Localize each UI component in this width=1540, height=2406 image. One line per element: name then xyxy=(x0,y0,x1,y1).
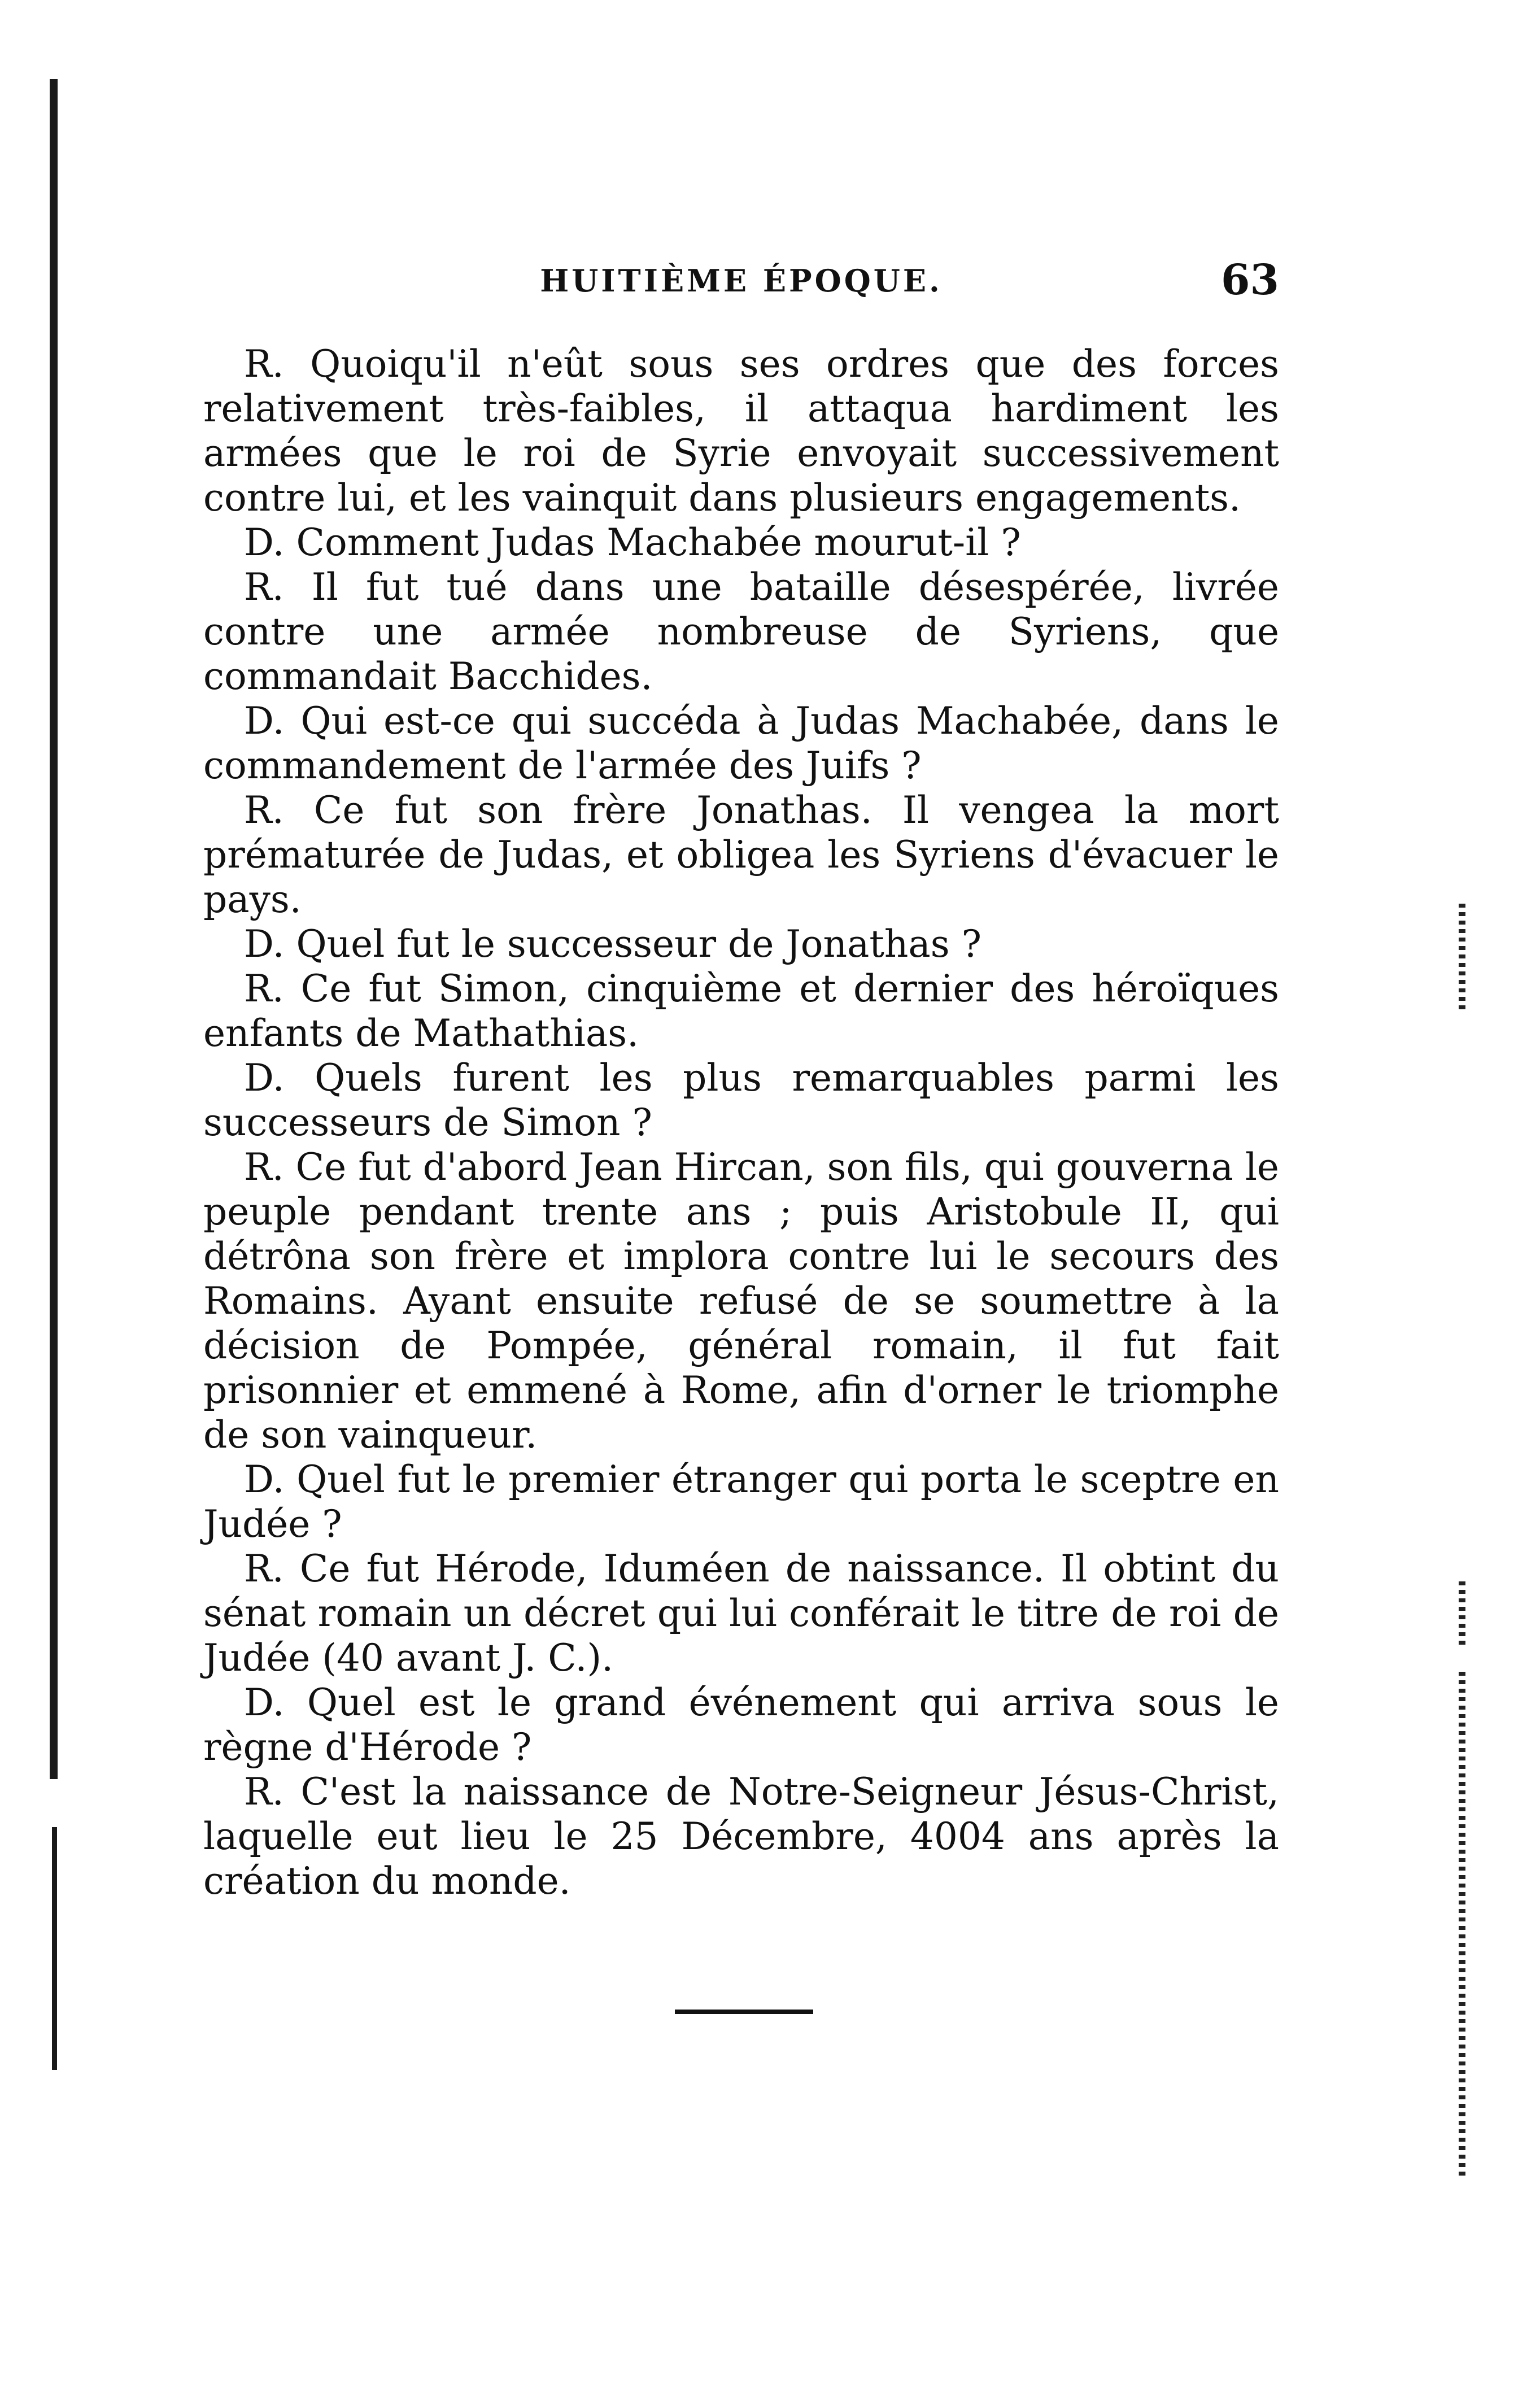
question-paragraph: D. Quel fut le premier étranger qui porta le sceptre en Judée ? xyxy=(203,1458,1279,1546)
answer-paragraph: R. Ce fut d'abord Jean Hircan, son fils, qui gouverna le peuple pendant trente ans ; puis Aristobule II, qui détrôna son frère et implora contre lui le secours des Romains. Ayant ensuite refusé de se soumettre à la décision de Pompée, général romain, il fut fait prisonnier et emmené à Rome, afin d'orner le triomphe de son vainqueur. xyxy=(203,1145,1279,1457)
page-number: 63 xyxy=(1221,256,1279,304)
question-paragraph: D. Quels furent les plus remarquables parmi les successeurs de Simon ? xyxy=(203,1056,1279,1144)
binding-edge-rule xyxy=(50,79,58,1779)
question-paragraph: D. Qui est-ce qui succéda à Judas Machabée, dans le commandement de l'armée des Juifs ? xyxy=(203,699,1279,787)
running-head: HUITIÈME ÉPOQUE. xyxy=(540,263,943,299)
bleed-through-mark xyxy=(1459,1672,1465,2180)
answer-paragraph: R. Quoiqu'il n'eût sous ses ordres que des forces relativement très-faibles, il attaqua hardiment les armées que le roi de Syrie envoyait successivement contre lui, et les vainquit dans plusieurs engagements. xyxy=(203,342,1279,520)
bleed-through-mark xyxy=(1459,1581,1465,1649)
answer-paragraph: R. Ce fut Simon, cinquième et dernier des héroïques enfants de Mathathias. xyxy=(203,967,1279,1055)
question-paragraph: D. Quel est le grand événement qui arriva sous le règne d'Hérode ? xyxy=(203,1681,1279,1769)
page-header xyxy=(203,251,1279,313)
answer-paragraph: R. C'est la naissance de Notre-Seigneur Jésus-Christ, laquelle eut lieu le 25 Décembre, 4004 ans après la création du monde. xyxy=(203,1770,1279,1903)
end-of-section-rule xyxy=(675,2010,813,2014)
binding-edge-rule-lower xyxy=(52,1827,57,2070)
answer-paragraph: R. Il fut tué dans une bataille désespérée, livrée contre une armée nombreuse de Syriens, que commandait Bacchides. xyxy=(203,565,1279,698)
bleed-through-mark xyxy=(1459,904,1465,1011)
question-paragraph: D. Comment Judas Machabée mourut-il ? xyxy=(244,521,1021,564)
question-paragraph: D. Quel fut le successeur de Jonathas ? xyxy=(244,922,982,966)
text-body xyxy=(203,342,1279,1903)
answer-paragraph: R. Ce fut son frère Jonathas. Il vengea la mort prématurée de Judas, et obligea les Syriens d'évacuer le pays. xyxy=(203,788,1279,921)
answer-paragraph: R. Ce fut Hérode, Iduméen de naissance. Il obtint du sénat romain un décret qui lui conférait le titre de roi de Judée (40 avant J. C.). xyxy=(203,1547,1279,1680)
